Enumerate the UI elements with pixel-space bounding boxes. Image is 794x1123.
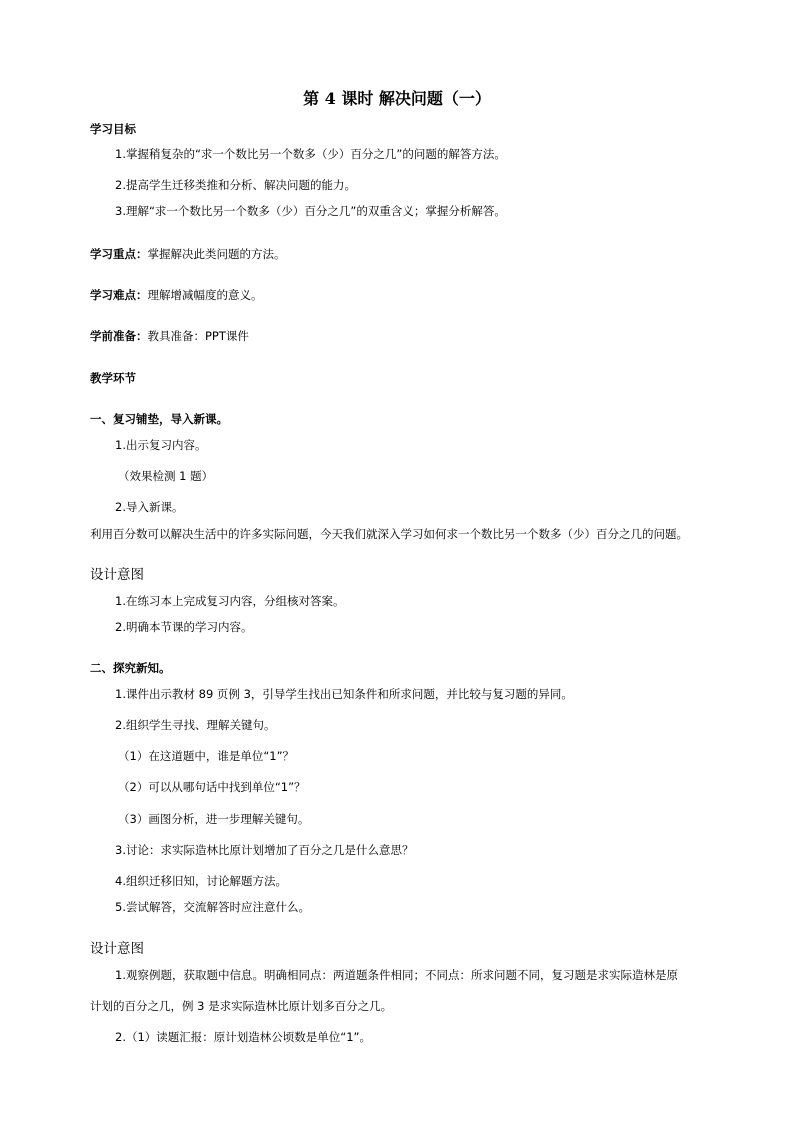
section2-item: 4.组织迁移旧知，讨论解题方法。 bbox=[115, 874, 287, 888]
section2-item: （1）在这道题中，谁是单位“1”？ bbox=[118, 749, 295, 763]
design2-heading: 设计意图 bbox=[90, 941, 144, 957]
section2-item: （3）画图分析，进一步理解关键句。 bbox=[118, 812, 310, 826]
key-point bbox=[90, 246, 286, 262]
prep-label: 学前准备： bbox=[90, 329, 148, 343]
design2-paragraph-cont: 计划的百分之几，例 3 是求实际造林比原计划多百分之几。 bbox=[90, 999, 393, 1013]
objective-item: 3.理解“求一个数比另一个数多（少）百分之几”的双重含义；掌握分析解答。 bbox=[115, 204, 506, 218]
section2-item: 3.讨论：求实际造林比原计划增加了百分之几是什么意思？ bbox=[115, 843, 414, 857]
difficulty bbox=[90, 287, 263, 303]
section2-item: （2）可以从哪句话中找到单位“1”？ bbox=[118, 780, 306, 794]
section1-item: （效果检测 1 题） bbox=[118, 469, 214, 483]
section2-item: 2.组织学生寻找、理解关键句。 bbox=[115, 718, 276, 732]
steps-heading: 教学环节 bbox=[90, 371, 136, 385]
objectives-heading: 学习目标 bbox=[90, 122, 136, 136]
section1-item: 1.出示复习内容。 bbox=[115, 438, 207, 452]
section2-item: 5.尝试解答，交流解答时应注意什么。 bbox=[115, 900, 310, 914]
prep-text: 教具准备：PPT课件 bbox=[147, 329, 249, 343]
key-point-text: 掌握解决此类问题的方法。 bbox=[147, 247, 286, 261]
section1-paragraph: 利用百分数可以解决生活中的许多实际问题，今天我们就深入学习如何求一个数比另一个数多（少）百分之几的问题。 bbox=[90, 527, 688, 541]
section2-item: 1.课件出示教材 89 页例 3，引导学生找出已知条件和所求问题，并比较与复习题的异同。 bbox=[115, 687, 573, 701]
difficulty-label: 学习难点： bbox=[90, 288, 148, 302]
design2-paragraph: 2.（1）读题汇报：原计划造林公顷数是单位“1”。 bbox=[115, 1030, 372, 1044]
design1-heading: 设计意图 bbox=[90, 567, 144, 583]
section2-heading: 二、探究新知。 bbox=[90, 661, 171, 675]
prep bbox=[90, 328, 249, 344]
difficulty-text: 理解增减幅度的意义。 bbox=[147, 288, 263, 302]
section1-heading: 一、复习铺垫，导入新课。 bbox=[90, 412, 228, 426]
design1-item: 1.在练习本上完成复习内容，分组核对答案。 bbox=[115, 594, 345, 608]
objective-item: 2.提高学生迁移类推和分析、解决问题的能力。 bbox=[115, 178, 356, 192]
design1-item: 2.明确本节课的学习内容。 bbox=[115, 620, 253, 634]
objective-item: 1.掌握稍复杂的“求一个数比另一个数多（少）百分之几”的问题的解答方法。 bbox=[115, 147, 506, 161]
section1-item: 2.导入新课。 bbox=[115, 500, 184, 514]
page-title: 第 4 课时 解决问题（一） bbox=[303, 89, 491, 108]
key-point-label: 学习重点： bbox=[90, 247, 148, 261]
design2-paragraph: 1.观察例题，获取题中信息。明确相同点：两道题条件相同；不同点：所求问题不同，复习题是求实际造林是原 bbox=[115, 968, 678, 982]
